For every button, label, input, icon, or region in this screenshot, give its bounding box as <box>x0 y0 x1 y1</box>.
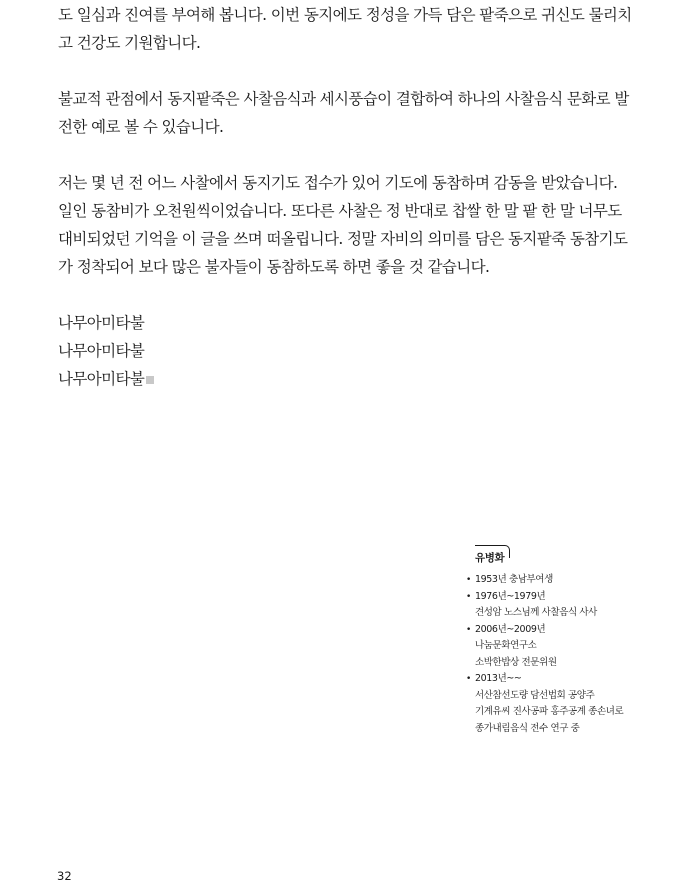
bio-line: 1953년 충남부여생 <box>475 574 553 585</box>
chant-line: 나무아미타불 <box>58 342 145 360</box>
paragraph <box>58 0 638 57</box>
paragraph-line: 일인 동참비가 오천원씩이었습니다. 또다른 사찰은 정 반대로 찹쌀 한 말 팥 한 말 너무도 <box>58 202 622 220</box>
bio-line: 2013년~~ <box>475 673 522 684</box>
paragraph-line: 가 정착되어 보다 많은 불자들이 동참하도록 하면 좋을 것 같습니다. <box>58 258 490 276</box>
bullet-icon: • <box>466 674 471 684</box>
end-mark-icon <box>146 376 154 384</box>
paragraph-line: 전한 예로 볼 수 있습니다. <box>58 118 224 136</box>
paragraph <box>58 169 638 281</box>
bio-entry <box>466 572 646 589</box>
paragraph-line: 대비되었던 기억을 이 글을 쓰며 떠올립니다. 정말 자비의 의미를 담은 동지팥죽 동참기도 <box>58 230 628 248</box>
bio-line: 2006년~2009년 <box>475 623 546 635</box>
paragraph-line: 저는 몇 년 전 어느 사찰에서 동지기도 접수가 있어 기도에 동참하며 감동을 받았습니다. <box>58 174 618 192</box>
paragraph <box>58 85 638 141</box>
paragraph-line: 불교적 관점에서 동지팥죽은 사찰음식과 세시풍습이 결합하여 하나의 사찰음식 문화로 발 <box>58 90 629 108</box>
author-name <box>475 548 504 565</box>
name-corner <box>504 545 510 558</box>
bio-line: 종가내림음식 전수 연구 중 <box>475 722 580 734</box>
chant-block <box>58 309 638 393</box>
bio-line: 견성암 노스님께 사찰음식 사사 <box>475 607 597 618</box>
bio-line: 나눔문화연구소 <box>475 640 537 651</box>
page-number: 32 <box>57 869 72 883</box>
article-body <box>58 0 638 421</box>
bio-line: 서산참선도량 담선법회 공양주 <box>475 689 595 701</box>
author-bio <box>466 548 646 737</box>
bullet-icon: • <box>466 591 471 602</box>
chant-line-text: 나무아미타불 <box>58 370 145 388</box>
paragraph-line: 고 건강도 기원합니다. <box>58 34 201 52</box>
bio-entry <box>466 589 646 606</box>
bullet-icon: • <box>466 624 471 635</box>
paragraph-line: 도 일심과 진여를 부여해 봅니다. 이번 동지에도 정성을 가득 담은 팥죽으로 귀신도 물리치 <box>58 6 632 24</box>
bio-entry <box>466 671 646 688</box>
name-rule <box>475 545 505 546</box>
author-name-text: 유병화 <box>475 552 505 564</box>
bio-line: 1976년~1979년 <box>475 590 546 602</box>
bio-line: 소박한밥상 전문위원 <box>475 656 557 668</box>
chant-line: 나무아미타불 <box>58 314 145 332</box>
bullet-icon: • <box>466 575 471 585</box>
bio-line: 기계유씨 진사공파 홍주공계 종손녀로 <box>475 706 624 717</box>
chant-line <box>58 365 638 393</box>
bio-entry <box>466 622 646 639</box>
